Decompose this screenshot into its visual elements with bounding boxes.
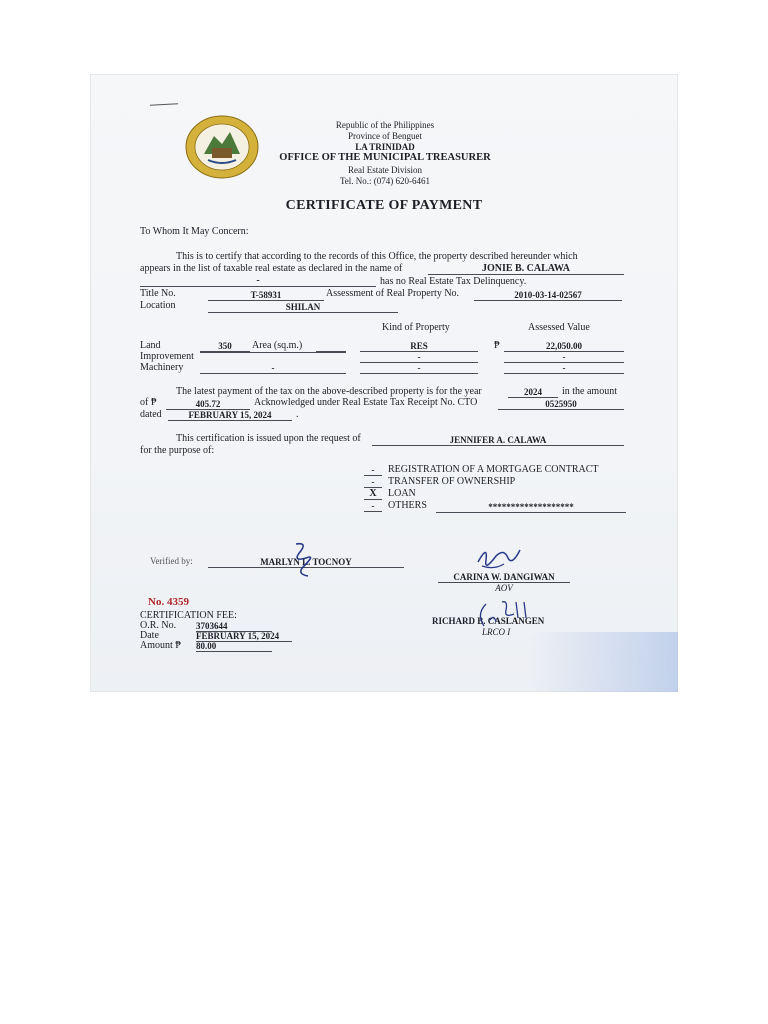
land-kind: RES	[360, 341, 478, 352]
improvement-kind: -	[360, 352, 478, 363]
machinery-value: -	[504, 363, 624, 374]
municipal-seal-icon	[184, 114, 260, 180]
verifier-name: MARLYN L. TOCNOY	[208, 557, 404, 568]
fee-date-label: Date	[140, 630, 159, 641]
corner-mark	[150, 103, 178, 105]
requester-name: JENNIFER A. CALAWA	[372, 435, 624, 446]
purpose-label: for the purpose of:	[140, 445, 215, 456]
assessment-no-value: 2010-03-14-02567	[474, 290, 622, 301]
officer2-signature-icon	[474, 598, 534, 632]
header-line2: Province of Benguet	[348, 131, 422, 141]
salutation: To Whom It May Concern:	[140, 226, 249, 237]
purpose-others-detail: *******************	[436, 502, 626, 513]
purpose-mark-loan: X	[364, 488, 382, 500]
assessed-value-header: Assessed Value	[528, 322, 590, 333]
paragraph1-line2: appears in the list of taxable real estate as declared in the name of	[140, 263, 403, 274]
officer1-signature-icon	[474, 542, 524, 578]
peso-sign: ₱	[494, 340, 500, 351]
certificate-document	[90, 74, 678, 692]
land-value: 22,050.00	[504, 341, 624, 352]
paragraph1-line1: This is to certify that according to the records of this Office, the property described hereunder which	[176, 251, 578, 262]
certificate-number: No. 4359	[148, 596, 189, 608]
or-no-value: 3703644	[196, 621, 272, 632]
officer2-name: RICHARD B. CASLANGEN	[432, 616, 545, 626]
second-owner: -	[140, 275, 376, 287]
purpose-others: OTHERS	[388, 500, 427, 511]
receipt-no: 0525950	[498, 399, 624, 410]
improvement-label: Improvement	[140, 351, 194, 362]
dated-value: FEBRUARY 15, 2024	[168, 410, 292, 421]
purpose-mark-mortgage: -	[364, 465, 382, 476]
purpose-loan: LOAN	[388, 488, 416, 499]
header-division: Real Estate Division	[348, 165, 422, 175]
verified-by-label: Verified by:	[150, 556, 193, 566]
purpose-mark-transfer: -	[364, 477, 382, 488]
improvement-area	[200, 352, 346, 353]
or-no-label: O.R. No.	[140, 620, 177, 631]
fee-label: CERTIFICATION FEE:	[140, 610, 237, 621]
no-delinquency-text: has no Real Estate Tax Delinquency.	[380, 276, 527, 287]
area-label: Area (sq.m.)	[252, 340, 303, 351]
verifier-signature-icon	[286, 540, 320, 580]
location-value: SHILAN	[208, 302, 398, 313]
payment-year: 2024	[508, 387, 558, 398]
improvement-value: -	[504, 352, 624, 363]
purpose-mark-others: -	[364, 501, 382, 512]
payment-amount: 405.72	[166, 399, 250, 410]
officer2-title: LRCO I	[482, 627, 511, 637]
owner-name: JONIE B. CALAWA	[428, 263, 624, 275]
photo-shadow	[528, 632, 678, 692]
of-peso-text: of ₱	[140, 397, 157, 408]
payment-line1: The latest payment of the tax on the above-described property is for the year	[176, 386, 482, 397]
in-amount-text: in the amount	[562, 386, 617, 397]
dated-label: dated	[140, 409, 162, 420]
assessment-label: Assessment of Real Property No.	[326, 288, 460, 299]
request-line: This certification is issued upon the request of	[176, 433, 361, 444]
machinery-label: Machinery	[140, 362, 184, 373]
land-area: 350	[200, 341, 250, 352]
header-office: OFFICE OF THE MUNICIPAL TREASURER	[279, 152, 491, 163]
receipt-ack-text: Acknowledged under Real Estate Tax Receipt No. CTO	[254, 397, 478, 408]
title-no-value: T-58931	[208, 290, 324, 301]
land-label: Land	[140, 340, 161, 351]
fee-amount-label: Amount ₱	[140, 640, 181, 651]
purpose-transfer: TRANSFER OF OWNERSHIP	[388, 476, 516, 487]
officer1-title: AOV	[495, 583, 513, 593]
header-tel: Tel. No.: (074) 620-6461	[339, 176, 431, 186]
fee-date-value: FEBRUARY 15, 2024	[196, 631, 292, 642]
officer1-name: CARINA W. DANGIWAN	[438, 572, 570, 583]
header-line1: Republic of the Philippines	[335, 120, 435, 130]
machinery-kind: -	[360, 363, 478, 374]
document-title: CERTIFICATE OF PAYMENT	[285, 198, 483, 213]
header-municipality: LA TRINIDAD	[355, 142, 415, 152]
fee-amount-value: 80.00	[196, 641, 272, 652]
kind-of-property-header: Kind of Property	[382, 322, 450, 333]
location-label: Location	[140, 300, 176, 311]
purpose-mortgage: REGISTRATION OF A MORTGAGE CONTRACT	[388, 464, 599, 475]
machinery-area: -	[200, 363, 346, 374]
title-no-label: Title No.	[140, 288, 176, 299]
dated-period: .	[296, 409, 299, 420]
